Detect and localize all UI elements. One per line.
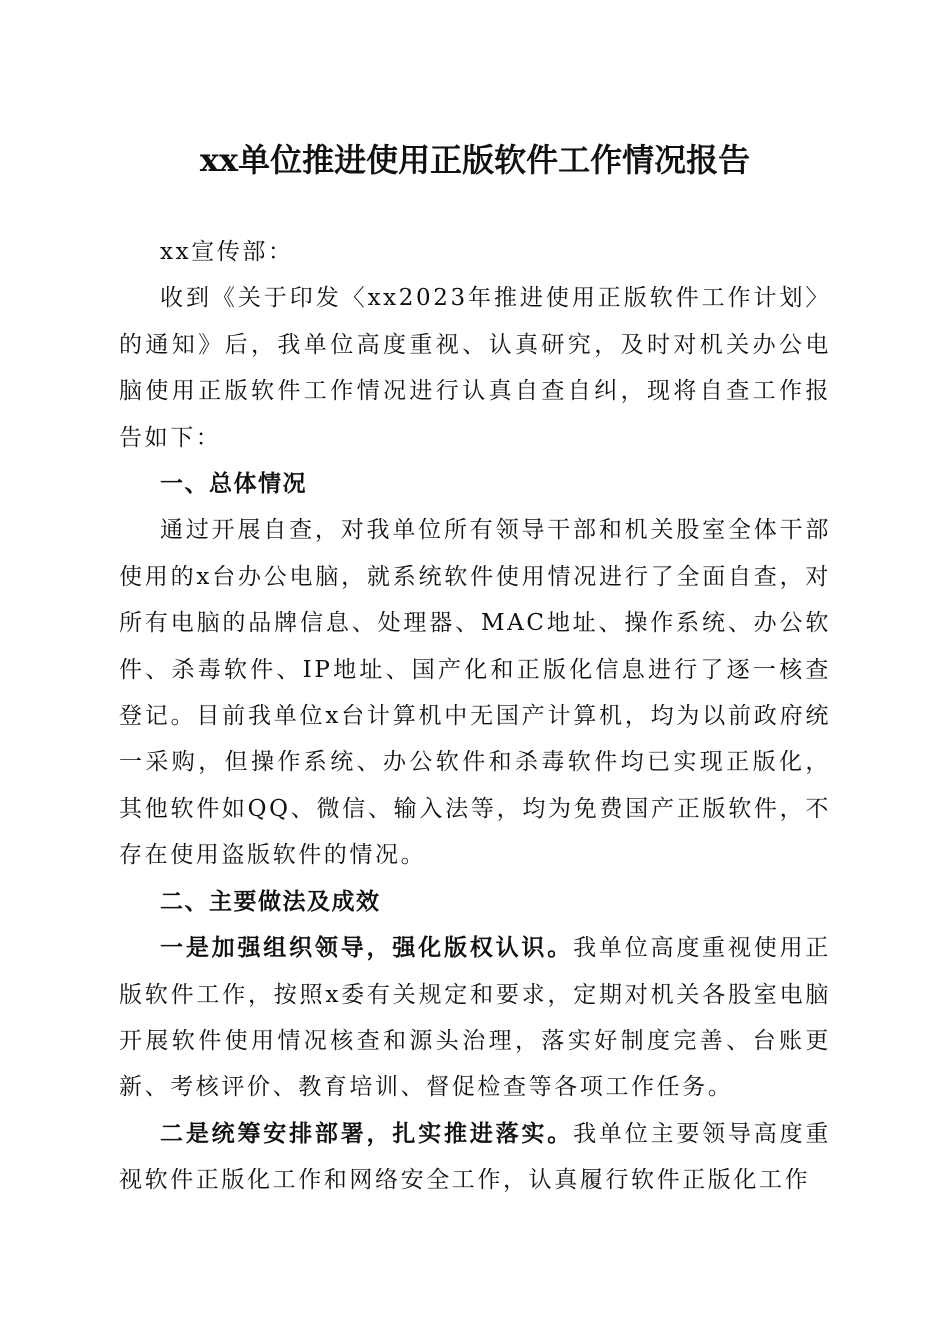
measure-text-1: 我单位高度重视使用正版软件工作，按照x委有关规定和要求，定期对机关各股室电脑开展软件使用情况核查和源头治理，落实好制度完善、台账更新、考核评价、教育培训、督促检查等各项工作任务。 — [119, 935, 832, 1101]
section-heading-overview: 一、总体情况 — [160, 471, 307, 498]
measure-lead-1: 一是加强组织领导，强化版权认识。 — [160, 934, 574, 962]
salutation: xx宣传部： — [160, 239, 294, 265]
measure-paragraph-2 — [119, 1111, 831, 1204]
intro-paragraph: 收到《关于印发〈xx2023年推进使用正版软件工作计划〉的通知》后，我单位高度重视、认真研究，及时对机关办公电脑使用正版软件工作情况进行认真自查自纠，现将自查工作报告如下： — [119, 285, 831, 451]
document-body — [119, 229, 831, 1204]
measure-lead-2: 二是统筹安排部署，扎实推进落实。 — [160, 1119, 574, 1147]
overview-paragraph: 通过开展自查，对我单位所有领导干部和机关股室全体干部使用的x台办公电脑，就系统软件使用情况进行了全面自查，对所有电脑的品牌信息、处理器、MAC地址、操作系统、办公软件、杀毒软件、IP地址、国产化和正版化信息进行了逐一核查登记。目前我单位x台计算机中无国产计算机，均为以前政府统一采购，但操作系统、办公软件和杀毒软件均已实现正版化，其他软件如QQ、微信、输入法等，均为免费国产正版软件，不存在使用盗版软件的情况。 — [119, 517, 831, 869]
measure-text-2: 我单位主要领导高度重视软件正版化工作和网络安全工作，认真履行软件正版化工作 — [119, 1120, 832, 1194]
section-heading-measures: 二、主要做法及成效 — [160, 888, 381, 915]
document-title: xx单位推进使用正版软件工作情况报告 — [199, 141, 751, 179]
measure-paragraph-1 — [119, 925, 831, 1111]
